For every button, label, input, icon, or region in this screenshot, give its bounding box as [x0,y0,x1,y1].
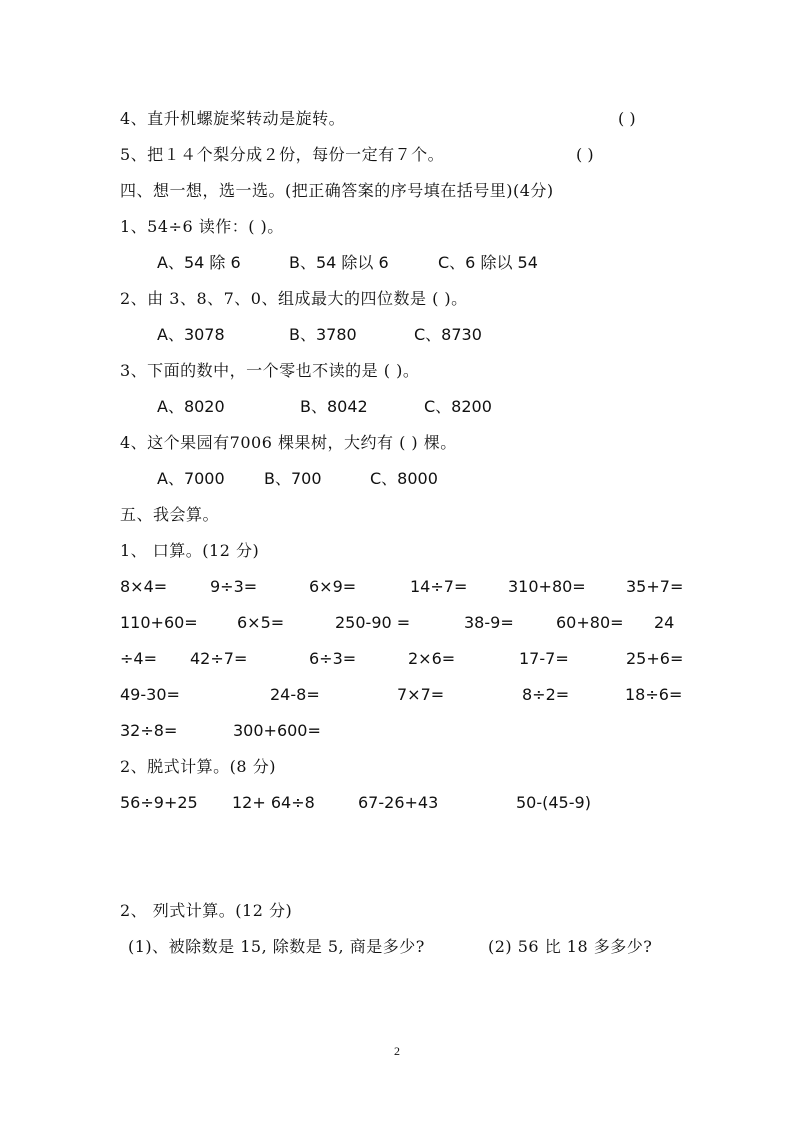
step-calc-item: 67-26+43 [358,793,439,812]
choice-q1-option-c: C、6 除以 54 [438,253,538,272]
oral-item: ÷4= [120,649,157,668]
step-calc-title: 2、脱式计算。(8 分) [120,757,276,776]
oral-item: 110+60= [120,613,198,632]
judge-answer-blank-5[interactable]: ( ) [576,145,594,164]
oral-item: 24-8= [270,685,320,704]
choice-q4-option-c: C、8000 [370,469,438,488]
oral-item: 38-9= [464,613,514,632]
oral-item: 24 [654,613,675,632]
step-calc-item: 50-(45-9) [516,793,591,812]
choice-q2-option-a: A、3078 [157,325,225,344]
oral-item: 310+80= [508,577,586,596]
oral-item: 42÷7= [190,649,248,668]
oral-item: 6×9= [309,577,357,596]
judge-question-4: 4、直升机螺旋桨转动是旋转。 [120,109,346,128]
choice-q1-option-a: A、54 除 6 [157,253,241,272]
choice-question-1: 1、54÷6 读作：( )。 [120,217,284,236]
choice-q3-option-a: A、8020 [157,397,225,416]
section-5-title: 五、我会算。 [120,505,220,524]
choice-q1-option-b: B、54 除以 6 [289,253,389,272]
choice-q4-option-a: A、7000 [157,469,225,488]
page-number: 2 [394,1044,400,1058]
oral-calc-title: 1、 口算。(12 分) [120,541,260,560]
oral-item: 250-90 = [335,613,411,632]
judge-question-5: 5、把１４个梨分成２份，每份一定有７个。 [120,145,445,164]
column-calc-question-2: (2) 56 比 18 多多少? [488,937,653,956]
oral-item: 17-7= [519,649,569,668]
choice-q2-option-b: B、3780 [289,325,357,344]
oral-item: 9÷3= [210,577,258,596]
judge-answer-blank-4[interactable]: ( ) [618,109,636,128]
oral-item: 8÷2= [522,685,570,704]
choice-question-4: 4、这个果园有7006 棵果树，大约有 ( ) 棵。 [120,433,457,452]
choice-question-3: 3、下面的数中，一个零也不读的是 ( )。 [120,361,420,380]
column-calc-question-1: (1)、被除数是 15, 除数是 5, 商是多少? [128,937,425,956]
oral-item: 7×7= [397,685,445,704]
oral-item: 25+6= [626,649,684,668]
step-calc-item: 56÷9+25 [120,793,198,812]
oral-item: 32÷8= [120,721,178,740]
oral-item: 2×6= [408,649,456,668]
oral-item: 49-30= [120,685,180,704]
step-calc-item: 12+ 64÷8 [232,793,315,812]
oral-item: 35+7= [626,577,684,596]
oral-item: 6÷3= [309,649,357,668]
oral-item: 6×5= [237,613,285,632]
oral-item: 14÷7= [410,577,468,596]
section-4-title: 四、想一想，选一选。(把正确答案的序号填在括号里)(4分) [120,181,554,200]
choice-q3-option-c: C、8200 [424,397,492,416]
oral-item: 300+600= [233,721,321,740]
oral-item: 18÷6= [625,685,683,704]
oral-item: 60+80= [556,613,624,632]
choice-q2-option-c: C、8730 [414,325,482,344]
oral-item: 8×4= [120,577,168,596]
choice-q4-option-b: B、700 [264,469,322,488]
choice-question-2: 2、由 3、8、7、0、组成最大的四位数是 ( )。 [120,289,468,308]
choice-q3-option-b: B、8042 [300,397,368,416]
column-calc-title: 2、 列式计算。(12 分) [120,901,293,920]
